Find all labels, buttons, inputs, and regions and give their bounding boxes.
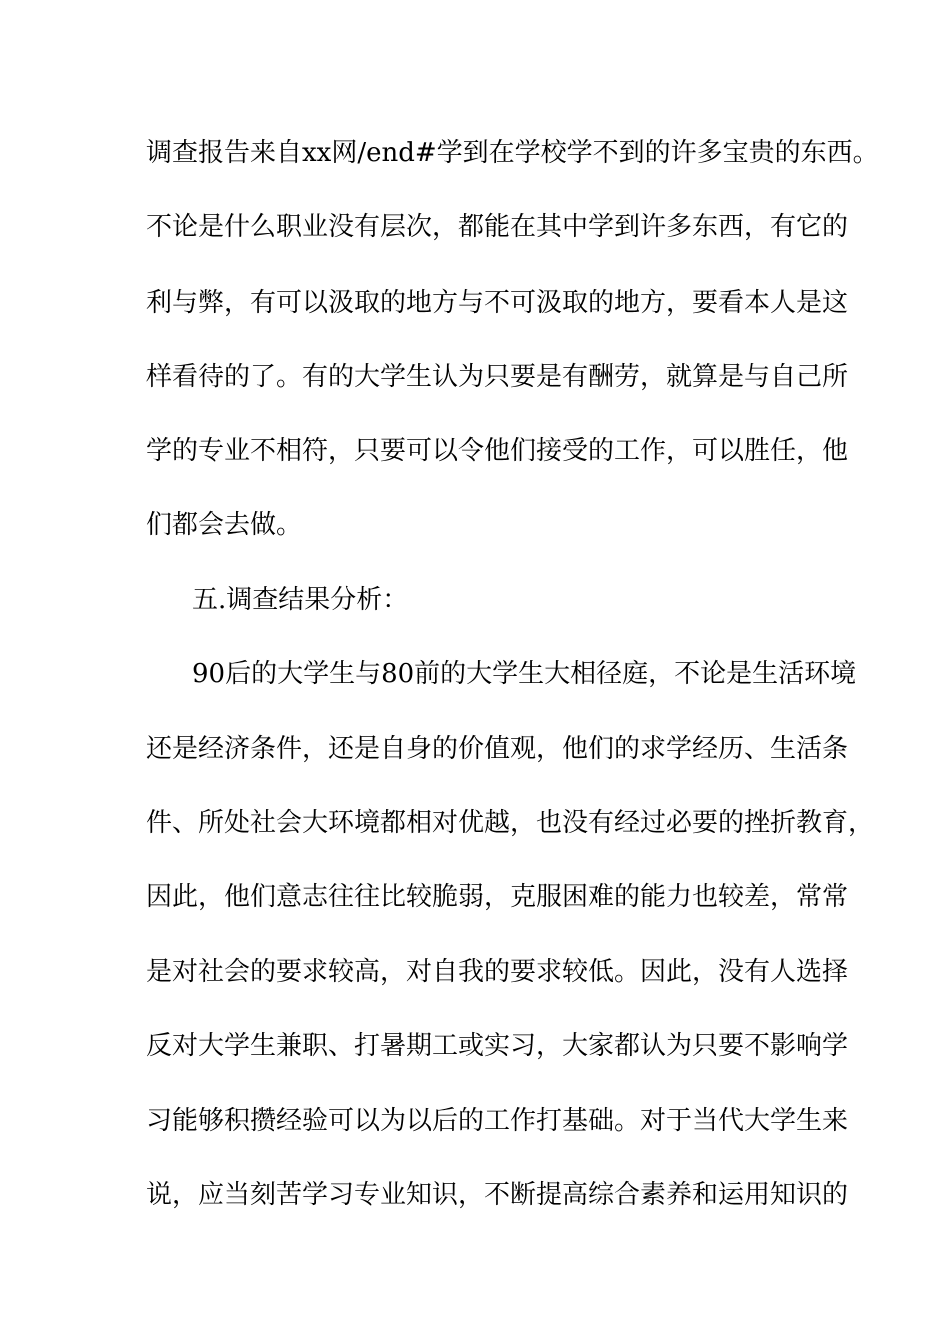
- paragraph-line-10: 因此，他们意志往往比较脆弱，克服困难的能力也较差，常常: [146, 882, 849, 912]
- paragraph-line-12: 反对大学生兼职、打暑期工或实习，大家都认为只要不影响学: [146, 1031, 849, 1061]
- paragraph-line-8: 还是经济条件，还是自身的价值观，他们的求学经历、生活条: [146, 734, 849, 764]
- paragraph-line-9: 件、所处社会大环境都相对优越，也没有经过必要的挫折教育，: [146, 808, 875, 838]
- paragraph-line-3: 利与弊，有可以汲取的地方与不可汲取的地方，要看本人是这: [146, 288, 849, 318]
- paragraph-line-11: 是对社会的要求较高，对自我的要求较低。因此，没有人选择: [146, 957, 849, 987]
- paragraph-line-4: 样看待的了。有的大学生认为只要是有酬劳，就算是与自己所: [146, 362, 849, 392]
- paragraph-line-6: 们都会去做。: [146, 510, 303, 540]
- paragraph-line-13: 习能够积攒经验可以为以后的工作打基础。对于当代大学生来: [146, 1106, 849, 1136]
- paragraph-line-14: 说，应当刻苦学习专业知识，不断提高综合素养和运用知识的: [146, 1180, 849, 1210]
- paragraph-line-1: 调查报告来自xx网/end#学到在学校学不到的许多宝贵的东西。: [146, 138, 879, 168]
- section-heading: 五.调查结果分析：: [192, 585, 409, 615]
- paragraph-line-5: 学的专业不相符，只要可以令他们接受的工作，可以胜任，他: [146, 436, 849, 466]
- paragraph-line-7: 90后的大学生与80前的大学生大相径庭，不论是生活环境: [192, 659, 857, 689]
- paragraph-line-2: 不论是什么职业没有层次，都能在其中学到许多东西，有它的: [146, 212, 849, 242]
